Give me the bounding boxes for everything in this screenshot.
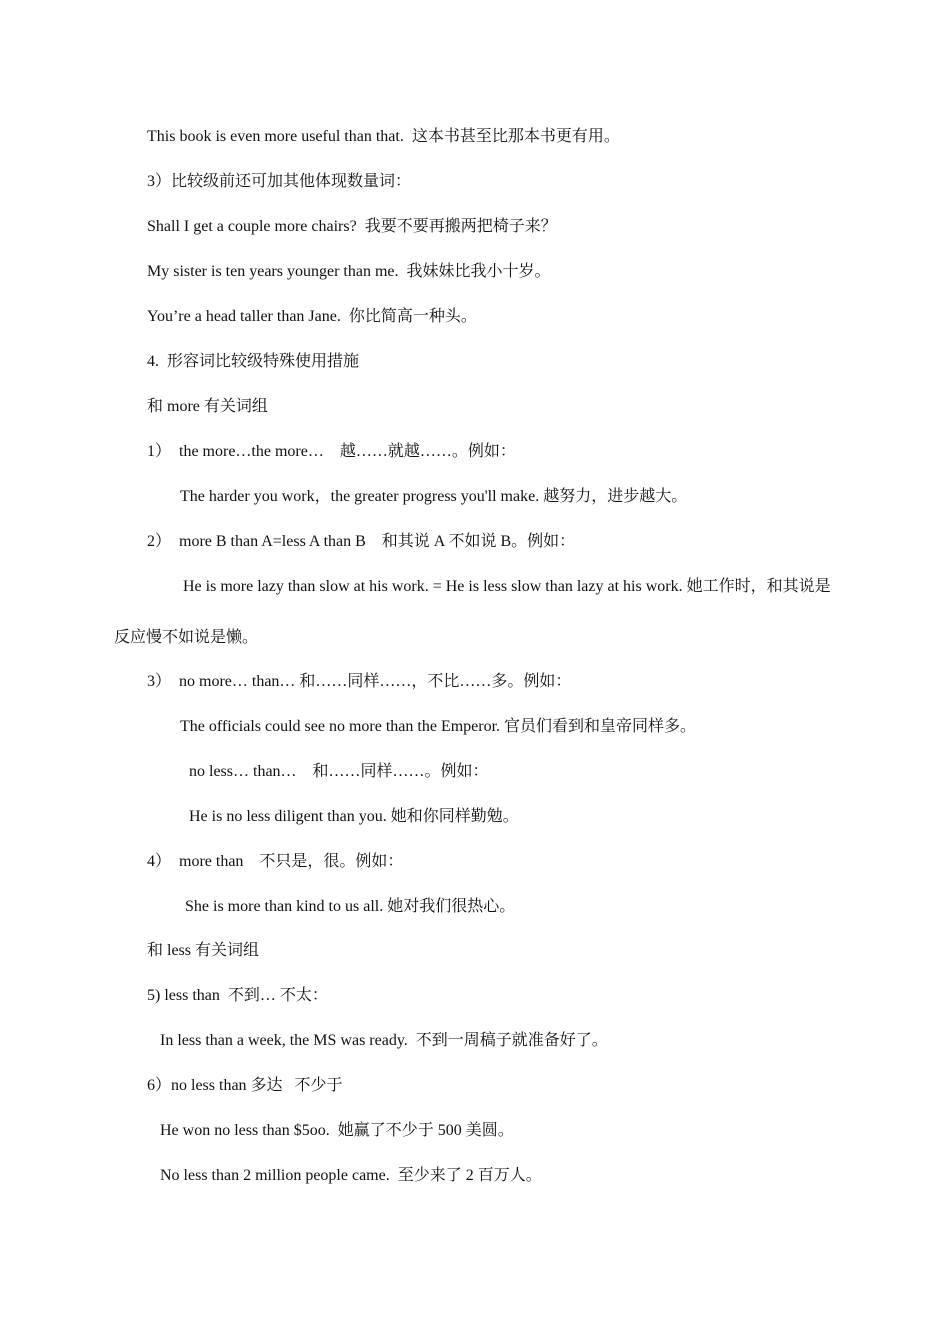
item-the-more-the-more: 1） the more…the more… 越……就越……。例如： bbox=[147, 443, 516, 460]
item-no-more-than: 3） no more… than… 和……同样……，不比……多。例如： bbox=[147, 673, 572, 690]
example-sentence-million: No less than 2 million people came. 至少来了 2 百万人。 bbox=[160, 1167, 542, 1184]
example-sentence-officials: The officials could see no more than the Emperor. 官员们看到和皇帝同样多。 bbox=[180, 718, 697, 735]
item-more-than: 4） more than 不只是，很。例如： bbox=[147, 853, 404, 870]
example-sentence-lazy-continued: 反应慢不如说是懒。 bbox=[114, 629, 259, 646]
example-sentence-kind: She is more than kind to us all. 她对我们很热心。 bbox=[185, 898, 516, 915]
section-heading-special-usage: 4. 形容词比较级特殊使用措施 bbox=[147, 353, 360, 370]
example-sentence-diligent: He is no less diligent than you. 她和你同样勤勉。 bbox=[189, 808, 519, 825]
example-sentence-harder: The harder you work，the greater progress you'll make. 越努力，进步越大。 bbox=[180, 488, 688, 505]
example-sentence-lazy: He is more lazy than slow at his work. = He is less slow than lazy at his work. 她工作时，和其说是 bbox=[183, 578, 831, 595]
example-sentence-won: He won no less than $5oo. 她赢了不少于 500 美圆。 bbox=[160, 1122, 514, 1139]
example-sentence-taller: You’re a head taller than Jane. 你比简高一种头。 bbox=[147, 308, 477, 325]
subheading-less-phrases: 和 less 有关词组 bbox=[147, 942, 260, 959]
example-sentence-chairs: Shall I get a couple more chairs? 我要不要再搬两把椅子来？ bbox=[147, 218, 557, 235]
example-sentence-sister: My sister is ten years younger than me. 我妹妹比我小十岁。 bbox=[147, 263, 551, 280]
item-no-less-than: no less… than… 和……同样……。例如： bbox=[189, 763, 489, 780]
example-sentence-week: In less than a week, the MS was ready. 不到一周稿子就准备好了。 bbox=[160, 1032, 608, 1049]
rule-quantity-words: 3）比较级前还可加其他体现数量词： bbox=[147, 173, 412, 190]
subheading-more-phrases: 和 more 有关词组 bbox=[147, 398, 268, 415]
item-no-less-than-amount: 6）no less than 多达 不少于 bbox=[147, 1077, 343, 1094]
example-sentence-useful: This book is even more useful than that. 这本书甚至比那本书更有用。 bbox=[147, 128, 620, 145]
item-more-b-than-a: 2） more B than A=less A than B 和其说 A 不如说 B。例如： bbox=[147, 533, 576, 550]
item-less-than: 5) less than 不到… 不太： bbox=[147, 987, 328, 1004]
